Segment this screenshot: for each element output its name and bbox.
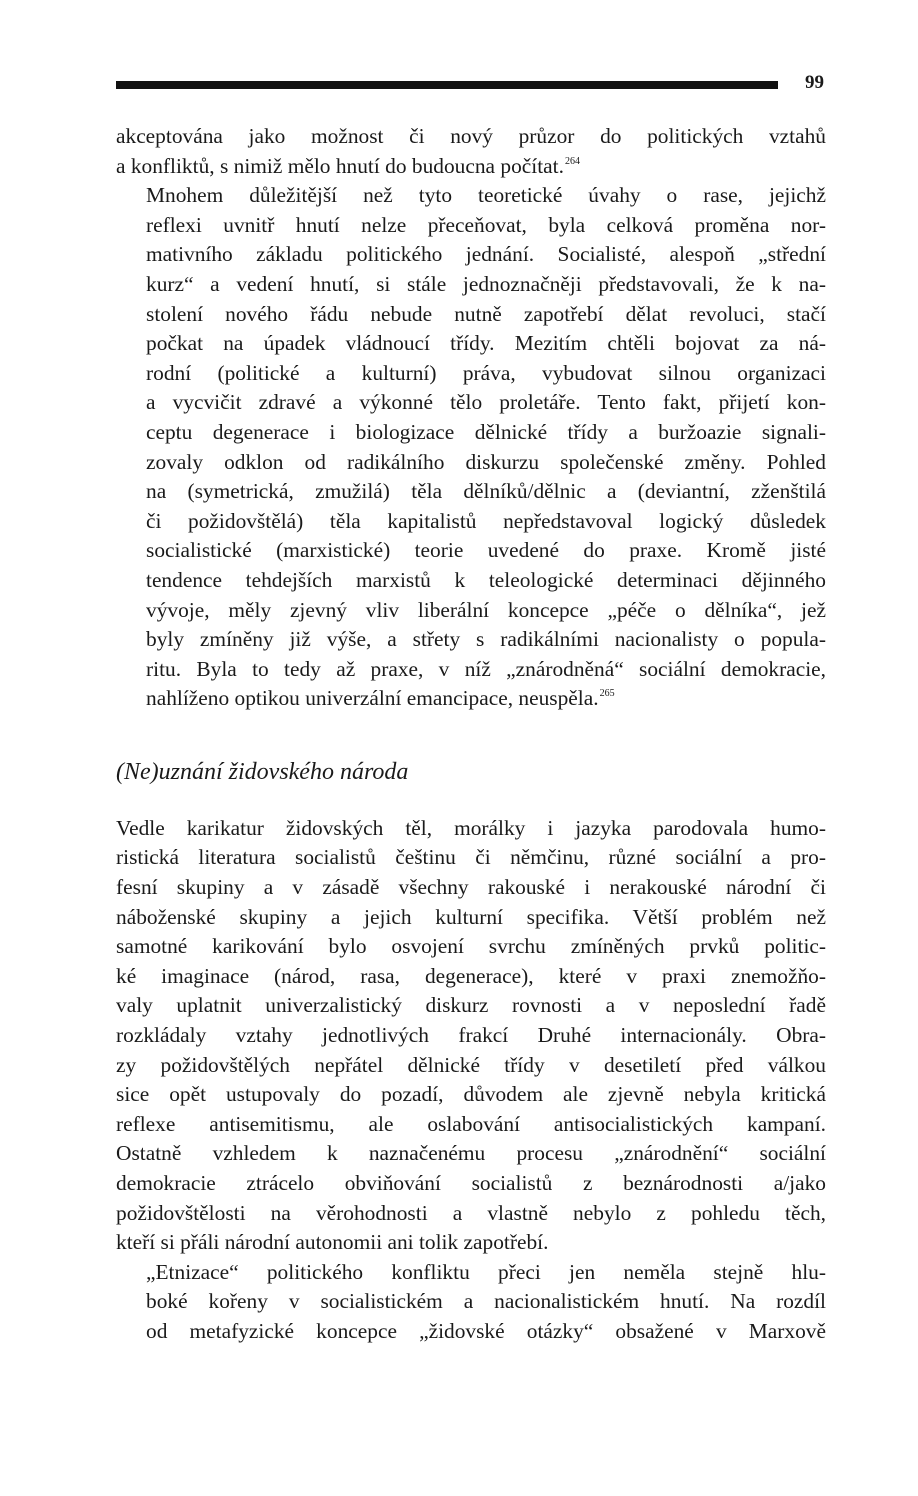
- text-line-content: stolení nového řádu nebude nutně zapotřebí dělat revoluci, stačí: [146, 301, 826, 326]
- text-line-content: požidovštělosti na věrohodnosti a vlastně nebylo z pohledu těch,: [116, 1200, 826, 1225]
- footnote-reference[interactable]: 265: [599, 688, 615, 700]
- text-line: [116, 122, 826, 152]
- text-line-content: Ostatně vzhledem k naznačenému procesu „znárodnění“ sociální: [116, 1141, 826, 1166]
- text-line: [116, 507, 826, 537]
- text-line-content: Vedle karikatur židovských těl, morálky i jazyka parodovala humo-: [116, 815, 826, 840]
- text-line-content: kteří si přáli národní autonomii ani tolik zapotřebí.: [116, 1230, 549, 1255]
- text-line-content: vývoje, měly zjevný vliv liberální koncepce „péče o dělníka“, jež: [146, 597, 826, 622]
- text-line-content: samotné karikování bylo osvojení svrchu zmíněných prvků politic-: [116, 934, 826, 959]
- text-line: [116, 1287, 826, 1317]
- body-text: [116, 122, 826, 1347]
- text-line: [116, 991, 826, 1021]
- text-line: [116, 596, 826, 626]
- text-line: [116, 418, 826, 448]
- text-line: [116, 932, 826, 962]
- text-line-content: nahlíženo optikou univerzální emancipace, neuspěla.: [146, 686, 599, 711]
- text-line: [116, 1080, 826, 1110]
- text-line-content: fesní skupiny a v zásadě všechny rakouské i nerakouské národní či: [116, 875, 826, 900]
- text-line-content: kurz“ a vedení hnutí, si stále jednoznačněji představovali, že k na-: [146, 271, 826, 296]
- text-line-content: tendence tehdejších marxistů k teleologické determinaci dějinného: [146, 567, 826, 592]
- text-line: [116, 1228, 826, 1258]
- paragraph-race-theory: [116, 181, 826, 714]
- text-line-content: zovaly odklon od radikálního diskurzu společenské změny. Pohled: [146, 449, 826, 474]
- text-line: [116, 903, 826, 933]
- text-line-content: demokracie ztrácelo obviňování socialistů z beznárodnosti a/jako: [116, 1171, 826, 1195]
- text-line-content: zy požidovštělých nepřátel dělnické třídy v desetiletí před válkou: [116, 1052, 826, 1077]
- text-line-content: ceptu degenerace i biologizace dělnické třídy a buržoazie signali-: [146, 419, 826, 444]
- text-line: [116, 625, 826, 655]
- text-line: [116, 152, 826, 182]
- text-line-content: rodní (politické a kulturní) práva, vybudovat silnou organizaci: [146, 360, 826, 385]
- text-line: [116, 1258, 826, 1288]
- text-line: [116, 388, 826, 418]
- text-line: [116, 1021, 826, 1051]
- text-line-content: valy uplatnit univerzalistický diskurz rovnosti a v neposlední řadě: [116, 993, 826, 1018]
- text-line: [116, 873, 826, 903]
- text-line: [116, 566, 826, 596]
- text-line: [116, 181, 826, 211]
- page-header: [116, 60, 826, 108]
- text-line: [116, 359, 826, 389]
- text-line: [116, 962, 826, 992]
- text-line-content: ritu. Byla to tedy až praxe, v níž „znárodněná“ sociální demokracie,: [146, 656, 826, 681]
- text-line: [116, 1139, 826, 1169]
- text-line: [116, 240, 826, 270]
- text-line-content: počkat na úpadek vládnoucí třídy. Mezitím chtěli bojovat za ná-: [146, 331, 826, 356]
- text-line-content: a vycvičit zdravé a výkonné tělo proletáře. Tento fakt, přijetí kon-: [146, 390, 826, 415]
- text-line-content: od metafyzické koncepce „židovské otázky“ obsažené v Marxově: [146, 1318, 826, 1343]
- text-line-content: boké kořeny v socialistickém a nacionalistickém hnutí. Na rozdíl: [146, 1289, 826, 1314]
- text-line-content: mativního základu politického jednání. Socialisté, alespoň „střední: [146, 242, 826, 267]
- text-line: [116, 684, 826, 714]
- text-line-content: na (symetrická, zmužilá) těla dělníků/dělnic a (deviantní, zženštilá: [146, 479, 826, 504]
- text-line: [116, 300, 826, 330]
- text-line-content: ristická literatura socialistů češtinu či němčinu, různé sociální a pro-: [116, 845, 826, 870]
- header-rule: [116, 81, 778, 89]
- text-line-content: či požidovštělá) těla kapitalistů nepředstavoval logický důsledek: [146, 508, 826, 533]
- text-line-content: ké imaginace (národ, rasa, degenerace), které v praxi znemožňo-: [116, 963, 826, 988]
- text-line: [116, 448, 826, 478]
- text-line-content: rozkládaly vztahy jednotlivých frakcí Druhé internacionály. Obra-: [116, 1023, 826, 1048]
- text-line: [116, 655, 826, 685]
- text-line-content: náboženské skupiny a jejich kulturní specifika. Větší problém než: [116, 904, 826, 929]
- text-line: [116, 536, 826, 566]
- text-line: [116, 1051, 826, 1081]
- paragraph-continuation: [116, 122, 826, 181]
- text-line: [116, 1169, 826, 1199]
- text-line: [116, 843, 826, 873]
- text-line: [116, 329, 826, 359]
- text-line: [116, 1199, 826, 1229]
- page-number: 99: [805, 72, 824, 93]
- paragraph-ethnization: [116, 1258, 826, 1347]
- text-line: [116, 211, 826, 241]
- text-line: [116, 270, 826, 300]
- text-line-content: sice opět ustupovaly do pozadí, důvodem ale zjevně nebyla kritická: [116, 1082, 826, 1107]
- text-line-content: „Etnizace“ politického konfliktu přeci jen neměla stejně hlu-: [146, 1259, 826, 1284]
- text-line-content: socialistické (marxistické) teorie uvedené do praxe. Kromě jisté: [146, 538, 826, 563]
- text-line: [116, 814, 826, 844]
- footnote-reference[interactable]: 264: [564, 155, 580, 167]
- text-line-content: reflexi uvnitř hnutí nelze přeceňovat, byla celková proměna nor-: [146, 212, 826, 237]
- text-line-content: akceptována jako možnost či nový průzor do politických vztahů: [116, 124, 826, 148]
- text-line: [116, 1110, 826, 1140]
- paragraph-caricatures: [116, 814, 826, 1258]
- book-page: [116, 60, 826, 1347]
- text-line-content: byly zmíněny již výše, a střety s radikálními nacionalisty o popula-: [146, 627, 826, 652]
- text-line-content: Mnohem důležitější než tyto teoretické úvahy o rase, jejichž: [146, 183, 826, 208]
- text-line-content: a konfliktů, s nimiž mělo hnutí do budoucna počítat.: [116, 153, 564, 178]
- text-line: [116, 1317, 826, 1347]
- text-line-content: reflexe antisemitismu, ale oslabování antisocialistických kampaní.: [116, 1111, 826, 1136]
- text-line: [116, 477, 826, 507]
- section-heading: (Ne)uznání židovského národa: [116, 758, 409, 785]
